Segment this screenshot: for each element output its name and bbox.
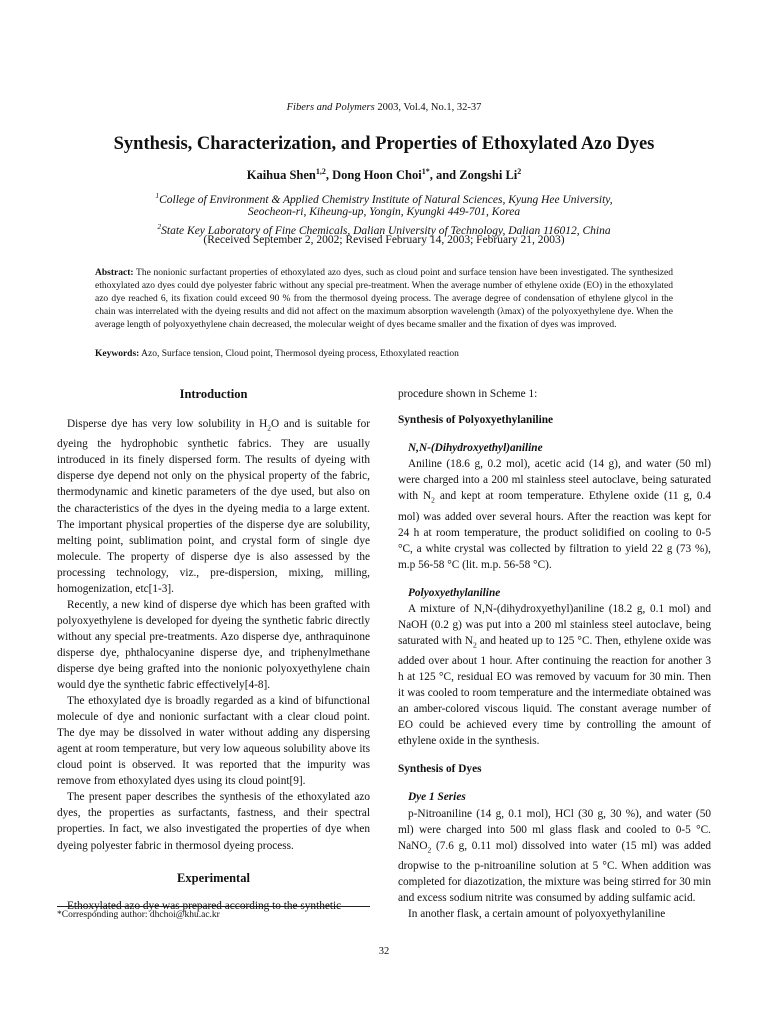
intro-paragraph-2: Recently, a new kind of disperse dye which has been grafted with polyoxyethylene is developed for dyeing the synthetic fabric directly without any special pre-treatments. Azo disperse dye, anthraquinone disperse dye, phthalocyanine disperse dye, and triphenylmethane disperse dye being grafted into the nonionic polyoxyethylene chain would dye the synthetic fabric effectively[4-8].: [57, 598, 370, 692]
paper-title: Synthesis, Characterization, and Properties of Ethoxylated Azo Dyes: [113, 134, 655, 154]
dihydroxyethylaniline-text-b: and kept at room temperature. Ethylene oxide (11 g, 0.4 mol) was added over several hours. After the reaction was kept for 24 h at room temperature, the product solidified on cooling to 0-5 °C, a white crystal was collected by filtration to yield 22 g (73 %), m.p 56-58 °C (lit. m.p. 56-58 °C).: [398, 490, 711, 571]
intro-paragraph-1: [57, 416, 370, 597]
abstract: [95, 267, 673, 332]
keywords-text: Azo, Surface tension, Cloud point, Thermosol dyeing process, Ethoxylated reaction: [139, 349, 459, 359]
keywords: [95, 349, 673, 359]
right-column: [398, 386, 711, 922]
introduction-heading: Introduction: [179, 387, 248, 401]
dye-1-paragraph: [398, 806, 711, 907]
journal-header: [0, 102, 768, 113]
polyoxyethylaniline-text-a: A mixture of N,N-(dihydroxyethyl)aniline (18.2 g, 0.1 mol) and NaOH (0.2 g) was put into a 200 ml stainless steel autoclave, being saturated with N: [398, 602, 711, 647]
dye-1-paragraph-2: In another flask, a certain amount of polyoxyethylaniline: [408, 908, 666, 921]
affiliation-1-number: 1: [155, 191, 160, 200]
page-number: 32: [378, 946, 390, 957]
affiliation-2-text: State Key Laboratory of Fine Chemicals, Dalian University of Technology, Dalian 116012, China: [161, 224, 611, 237]
dye-1-text-a: p-Nitroaniline (14 g, 0.1 mol), HCl (30 g, 30 %), and water (50 ml) were charged into 500 ml glass flask and cooled to 0-5 °C. NaNO: [398, 807, 711, 852]
journal-name: Fibers and Polymers: [286, 102, 375, 113]
polyoxyethylaniline-text-b: and heated up to 125 °C. Then, ethylene oxide was added over about 1 hour. After continuing the reaction for another 3 h at 125 °C, residual EO was removed by vacuum for 30 min. Then it was cooled to room temperature and the intermediate obtained was an amber-colored viscous liquid. The constant average number of EO could be achieved every time by controlling the amount of ethylene oxide in the synthesis.: [398, 634, 711, 748]
dye-1-series-heading: Dye 1 Series: [408, 791, 466, 804]
author-1-affil: 1,2: [315, 167, 326, 176]
intro-p1-text-b: O and is suitable for dyeing the hydrophobic synthetic fabrics. They are usually introduced in its finely dispersed form. The results of dyeing with disperse dye depend not only on the physical property of the fabric, thermodynamic and kinetic parameters of the dye used, but also on the characteristics of the dyes in the dyeing media to a large extent. The important physical properties of the disperse dye are solubility, melting point, sublimation point, and crystal form of single dye molecule. The property of disperse dye is also assessed by the processing technology, viz., pre-dispersion, mixing, milling, homogenization, etc[1-3].: [57, 418, 370, 595]
experimental-heading: Experimental: [177, 870, 250, 885]
intro-p1-text-a: Disperse dye has very low solubility in H: [67, 418, 268, 431]
corresponding-author-footnote: *Corresponding author: dhchoi@khu.ac.kr: [57, 910, 220, 920]
affiliation-2-number: 2: [157, 222, 162, 231]
footnote-divider: [57, 906, 370, 907]
dihydroxyethylaniline-heading: N,N-(Dihydroxyethyl)aniline: [408, 442, 543, 455]
intro-p1-subscript: 2: [267, 423, 271, 433]
affiliation-1-line-2: Seocheon-ri, Kiheung-up, Yongin, Kyungki 449-701, Korea: [247, 206, 521, 218]
polyoxyethylaniline-paragraph: [398, 601, 711, 750]
dihydroxyethylaniline-subscript: 2: [431, 495, 435, 505]
scheme-intro: procedure shown in Scheme 1:: [398, 388, 538, 400]
synthesis-dyes-heading: Synthesis of Dyes: [398, 763, 482, 776]
author-2: , Dong Hoon Choi: [325, 168, 422, 183]
author-3-affil: 2: [517, 167, 522, 176]
dihydroxyethylaniline-paragraph: [398, 456, 711, 573]
dye-1-text-b: (7.6 g, 0.11 mol) dissolved into water (15 ml) was added dropwise to the p-nitroaniline solution at 5 °C. When addition was completed for diazotization, the mixture was being stirred for 30 min and excess sodium nitrite was consumed by adding sulfamic acid.: [398, 839, 711, 905]
author-3: , and Zongshi Li: [429, 168, 518, 183]
dye-1-subscript: 2: [427, 844, 432, 854]
left-column: [57, 386, 370, 914]
author-2-affil: 1*: [421, 167, 430, 176]
author-list: [0, 167, 768, 183]
intro-paragraph-4: The present paper describes the synthesis of the ethoxylated azo dyes, the properties as surfactants, fastness, and their spectral properties. In fact, we also investigated the properties of dye when dyeing polyester fabric in thermosol dyeing process.: [57, 791, 370, 852]
author-1: Kaihua Shen: [246, 168, 316, 183]
affiliation-1-text: College of Environment & Applied Chemistry Institute of Natural Sciences, Kyung Hee University,: [159, 193, 613, 206]
journal-info: 2003, Vol.4, No.1, 32-37: [374, 102, 482, 113]
polyoxyethylaniline-heading: Polyoxyethylaniline: [408, 586, 501, 599]
intro-paragraph-3: The ethoxylated dye is broadly regarded as a kind of bifunctional molecule of dye and nonionic surfactant with a clear cloud point. The dye may be dissolved in water without adding any dispersing agent at room temperature, but very low aqueous solubility above its cloud point is observed. It was reported that the impurity was remove from ethoxylated dyes using its cloud point[9].: [57, 695, 370, 788]
abstract-label: Abstract:: [95, 268, 134, 278]
synthesis-polyoxyethylaniline-heading: Synthesis of Polyoxyethylaniline: [398, 414, 554, 427]
abstract-text: The nonionic surfactant properties of ethoxylated azo dyes, such as cloud point and surface tension have been investigated. The synthesized ethoxylated azo dyes could dye polyester fabric without any special pre-treatment. When the average number of ethylene oxide (EO) in the ethoxylated azo dye reached 6, its fixation could exceed 90 % from the thermosol dyeing process. The average degree of condensation of ethylene glycol in the chain was interrelated with the dyeing results and did not affect on the maximum absorption wavelength (λmax) of the polyoxyethylene dye. When the average length of polyoxyethylene chain decreased, the molecular weight of dyes became smaller and the fixation of dyes was improved.: [95, 268, 673, 331]
polyoxyethylaniline-subscript: 2: [472, 640, 477, 650]
keywords-label: Keywords:: [95, 349, 140, 359]
received-dates: (Received September 2, 2002; Revised February 14, 2003; February 21, 2003): [203, 234, 565, 246]
experimental-paragraph-1: Ethoxylated azo dye was prepared according to the synthetic: [67, 899, 342, 912]
dihydroxyethylaniline-text-a: Aniline (18.6 g, 0.2 mol), acetic acid (14 g), and water (50 ml) were charged into a 200 ml stainless steel autoclave, being saturated with N: [398, 458, 711, 503]
